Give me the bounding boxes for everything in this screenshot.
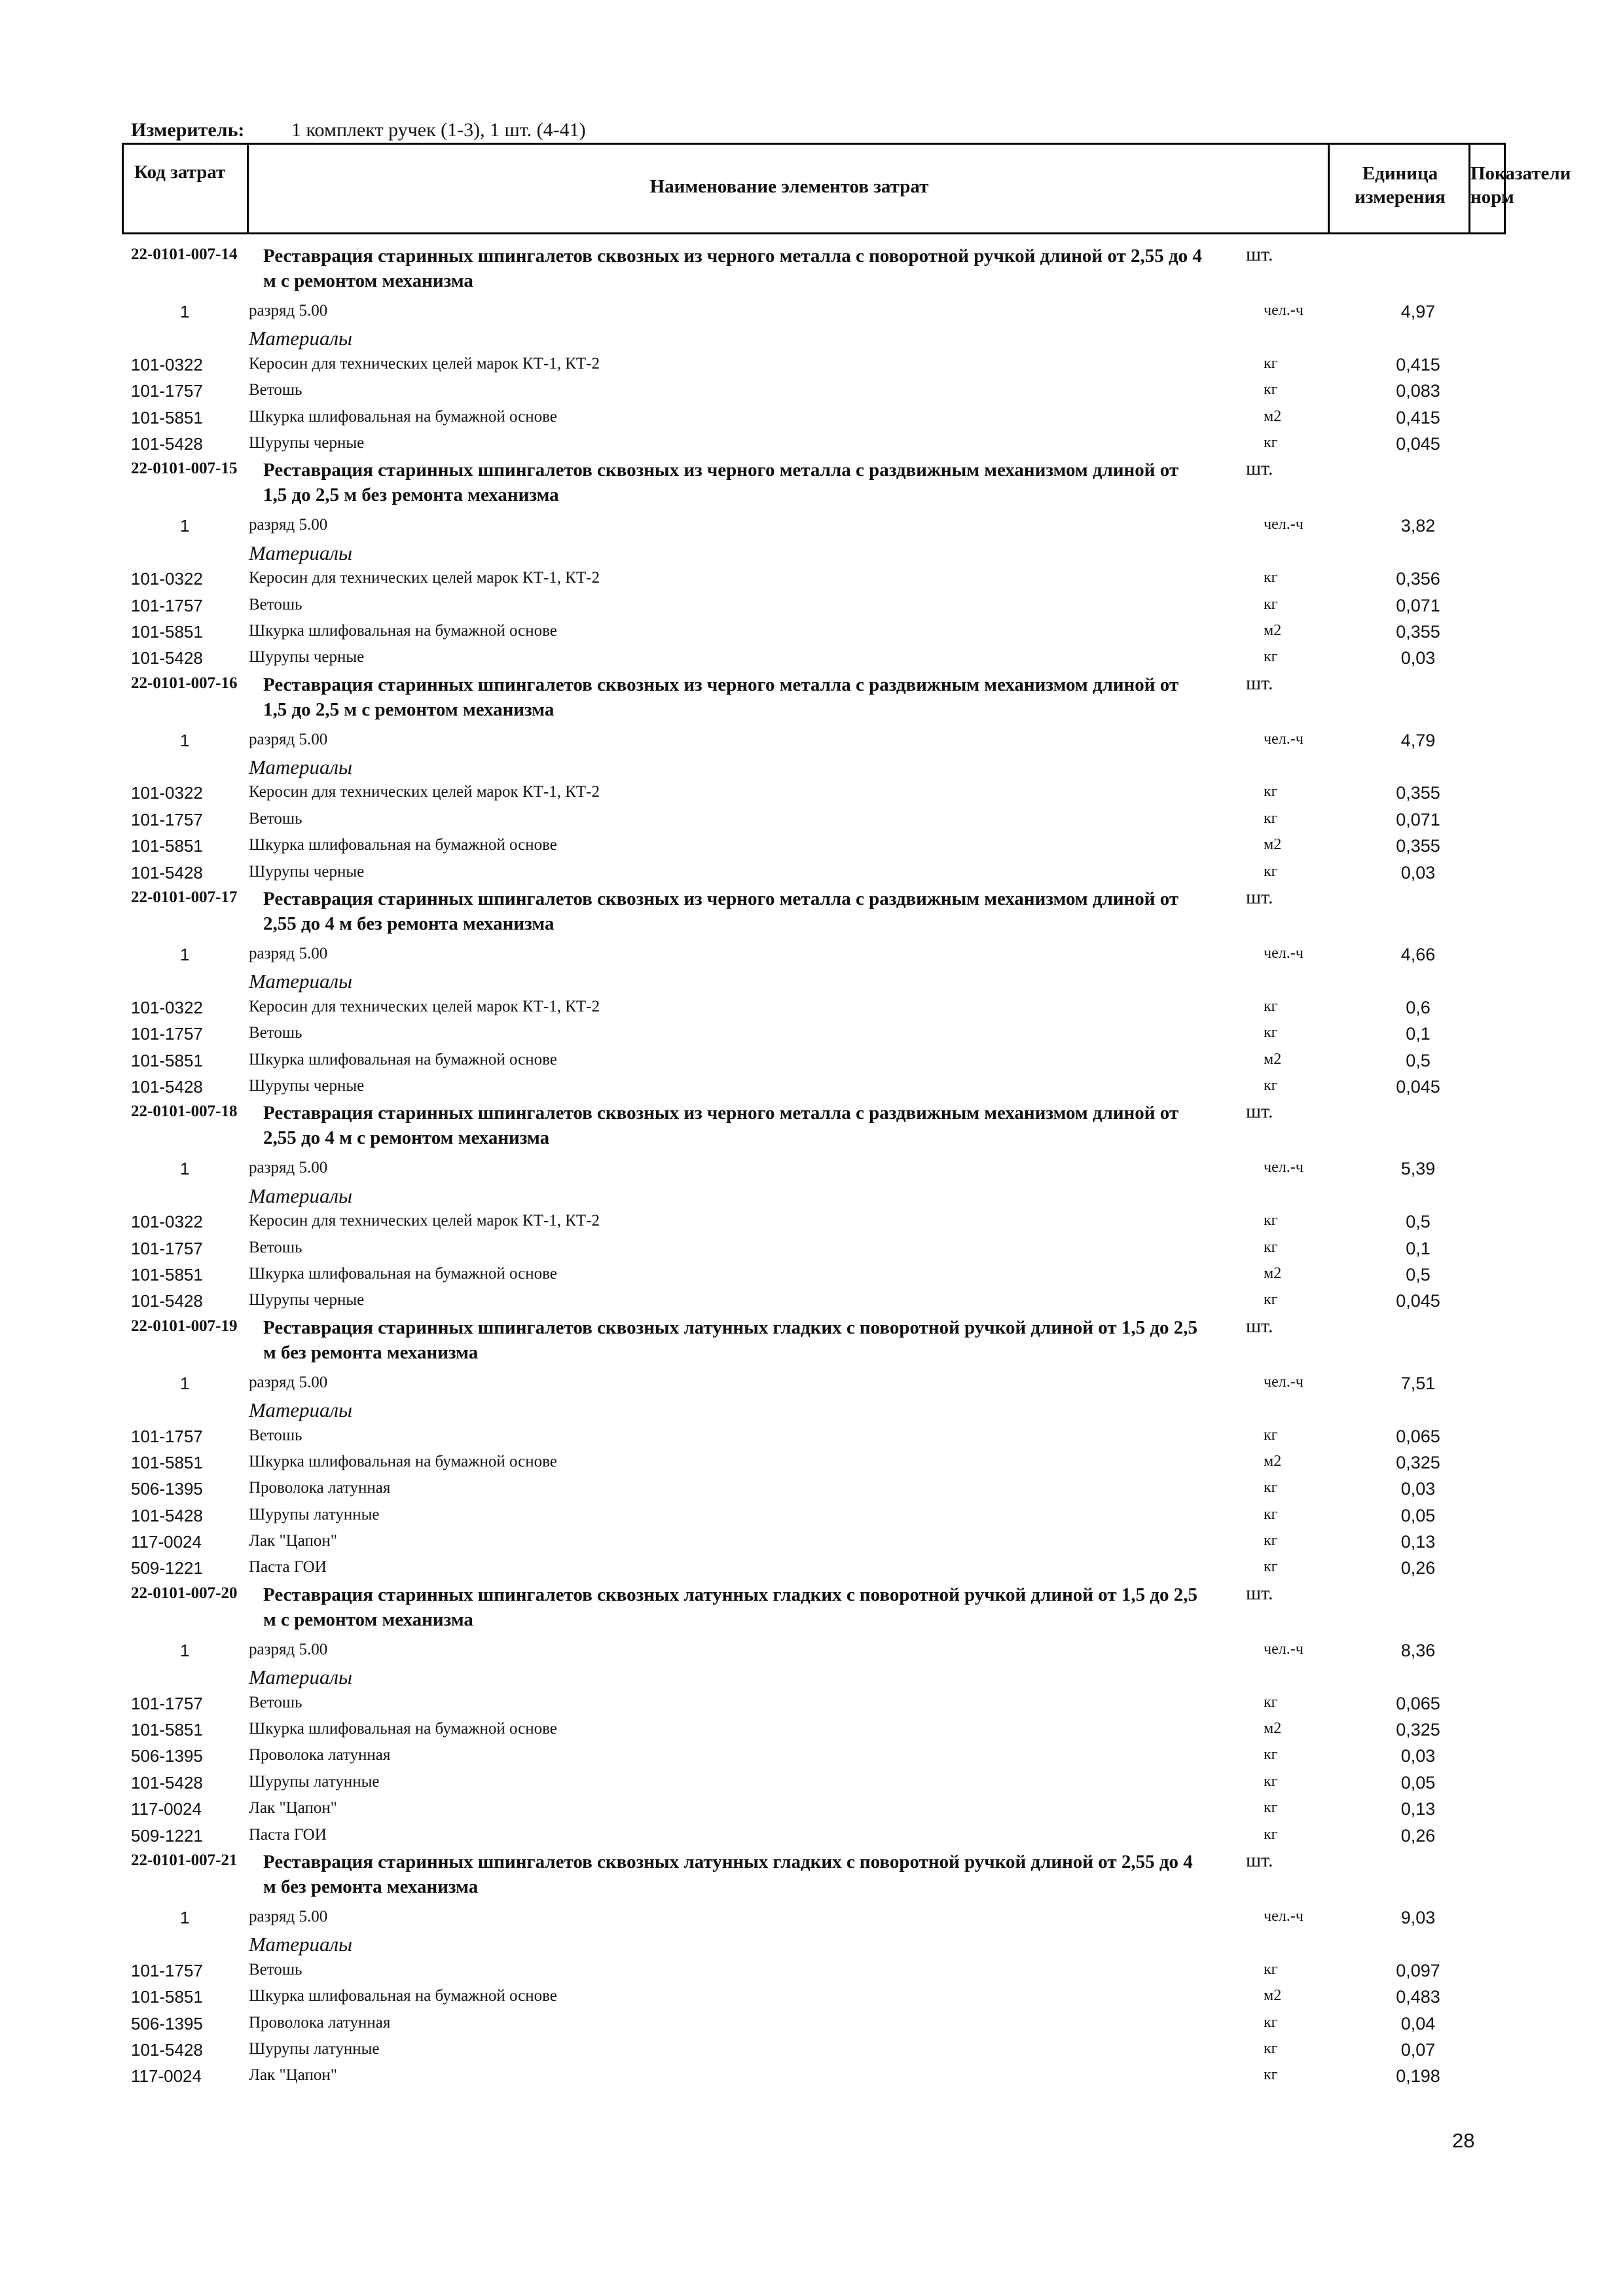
rank-unit: чел.-ч: [1264, 516, 1304, 534]
material-row: [0, 431, 1623, 458]
material-row: [0, 378, 1623, 405]
material-value: 0,325: [1396, 1720, 1440, 1740]
material-unit: кг: [1264, 1505, 1278, 1523]
material-value: 0,355: [1396, 621, 1440, 642]
material-row: [0, 1717, 1623, 1743]
material-name: Керосин для технических целей марок КТ-1, КТ-2: [249, 1212, 600, 1230]
material-code: 101-5851: [131, 1264, 203, 1285]
rank-label: разряд 5.00: [249, 1159, 328, 1177]
header-unit-line1: Единица: [1362, 163, 1438, 184]
header-norm-line1: Показатели: [1470, 163, 1571, 184]
materials-heading: Материалы: [249, 970, 353, 993]
material-row: [0, 1556, 1623, 1582]
material-unit: кг: [1264, 595, 1278, 613]
material-value: 0,6: [1406, 997, 1431, 1017]
section-title: Реставрация старинных шпингалетов сквозных из черного металла с раздвижным механизмом длиной от 2,55 до 4 м без ремонта механизма: [263, 888, 1179, 935]
measure-value: 1 комплект ручек (1-3), 1 шт. (4-41): [291, 119, 586, 141]
section-unit: шт.: [1246, 886, 1273, 909]
rank-row: [0, 728, 1623, 754]
material-unit: кг: [1264, 862, 1278, 880]
material-row: [0, 1288, 1623, 1315]
material-row: [0, 1048, 1623, 1074]
material-value: 0,355: [1396, 783, 1440, 803]
material-name: Проволока латунная: [249, 1746, 391, 1764]
measure-line: [131, 119, 586, 141]
material-unit: кг: [1264, 809, 1278, 827]
rank-value: 3,82: [1400, 516, 1436, 536]
material-unit: м2: [1264, 1452, 1282, 1470]
material-value: 0,07: [1400, 2039, 1436, 2060]
material-code: 101-5428: [131, 2039, 203, 2060]
material-code: 101-5428: [131, 1772, 203, 1793]
material-code: 101-0322: [131, 569, 203, 589]
material-value: 0,26: [1400, 1825, 1436, 1846]
material-value: 0,083: [1396, 381, 1440, 401]
materials-heading: Материалы: [249, 1666, 353, 1689]
header-code: Код затрат: [134, 162, 226, 183]
material-code: 101-5851: [131, 407, 203, 428]
material-row: [0, 1958, 1623, 1984]
section-header: [0, 886, 1623, 942]
material-unit: кг: [1264, 648, 1278, 666]
material-code: 117-0024: [131, 1532, 202, 1552]
section-title: Реставрация старинных шпингалетов сквозных латунных гладких с поворотной ручкой длиной от 1,5 до 2,5 м без ремонта механизма: [263, 1317, 1198, 1363]
materials-heading-row: [0, 754, 1623, 780]
material-code: 506-1395: [131, 1479, 203, 1499]
material-row: [0, 1529, 1623, 1556]
material-unit: кг: [1264, 1212, 1278, 1230]
material-row: [0, 619, 1623, 646]
material-name: Шурупы латунные: [249, 2039, 380, 2058]
rank-label: разряд 5.00: [249, 1373, 328, 1391]
rank-unit: чел.-ч: [1264, 1907, 1304, 1925]
material-row: [0, 1770, 1623, 1796]
material-name: Проволока латунная: [249, 1479, 391, 1497]
material-code: 509-1221: [131, 1825, 203, 1846]
rank-number: 1: [180, 945, 190, 965]
material-name: Лак "Цапон": [249, 2066, 337, 2085]
section-code: 22-0101-007-15: [131, 460, 238, 478]
section-unit: шт.: [1246, 1582, 1273, 1604]
material-code: 101-0322: [131, 783, 203, 803]
section-title: Реставрация старинных шпингалетов сквозных из черного металла с раздвижным механизмом длиной от 1,5 до 2,5 м с ремонтом механизма: [263, 674, 1179, 720]
materials-heading-row: [0, 1397, 1623, 1423]
material-value: 0,13: [1400, 1799, 1436, 1819]
materials-heading: Материалы: [249, 1398, 353, 1422]
material-name: Шурупы черные: [249, 1076, 365, 1095]
section-header: [0, 1101, 1623, 1156]
section-code: 22-0101-007-16: [131, 674, 238, 692]
material-unit: кг: [1264, 1772, 1278, 1790]
material-unit: кг: [1264, 1238, 1278, 1256]
material-value: 0,065: [1396, 1693, 1440, 1713]
material-unit: кг: [1264, 1746, 1278, 1764]
rank-value: 4,97: [1400, 302, 1436, 321]
material-unit: кг: [1264, 1426, 1278, 1444]
material-unit: кг: [1264, 1799, 1278, 1817]
section-title: Реставрация старинных шпингалетов сквозных латунных гладких с поворотной ручкой длиной от 2,55 до 4 м без ремонта механизма: [263, 1851, 1193, 1897]
section-header: [0, 458, 1623, 513]
rank-number: 1: [180, 1159, 190, 1179]
rank-row: [0, 513, 1623, 539]
rank-number: 1: [180, 1640, 190, 1660]
rank-label: разряд 5.00: [249, 302, 328, 319]
material-value: 0,5: [1406, 1264, 1431, 1285]
material-unit: м2: [1264, 1720, 1282, 1738]
material-unit: кг: [1264, 569, 1278, 587]
material-unit: кг: [1264, 354, 1278, 372]
section-header: [0, 244, 1623, 299]
material-code: 101-0322: [131, 997, 203, 1017]
material-unit: кг: [1264, 1558, 1278, 1576]
material-value: 0,05: [1400, 1505, 1436, 1525]
material-code: 101-1757: [131, 595, 203, 615]
material-unit: м2: [1264, 1264, 1282, 1282]
material-code: 101-1757: [131, 1693, 203, 1713]
header-norm-cell: [1468, 145, 1571, 232]
material-value: 0,045: [1396, 1291, 1440, 1311]
materials-heading-row: [0, 1183, 1623, 1209]
material-name: Шкурка шлифовальная на бумажной основе: [249, 1452, 557, 1470]
materials-heading-row: [0, 325, 1623, 352]
material-name: Шурупы черные: [249, 648, 365, 666]
material-value: 0,04: [1400, 2013, 1436, 2033]
material-code: 101-5428: [131, 433, 203, 454]
material-value: 0,26: [1400, 1558, 1436, 1578]
material-row: [0, 1021, 1623, 1048]
material-code: 101-5851: [131, 1720, 203, 1740]
material-row: [0, 2064, 1623, 2090]
material-unit: кг: [1264, 1960, 1278, 1978]
material-value: 0,03: [1400, 1746, 1436, 1766]
material-value: 0,415: [1396, 407, 1440, 428]
rank-row: [0, 942, 1623, 968]
material-row: [0, 593, 1623, 619]
material-name: Шурупы латунные: [249, 1505, 380, 1523]
material-value: 0,483: [1396, 1987, 1440, 2007]
materials-heading: Материалы: [249, 1184, 353, 1207]
rank-number: 1: [180, 302, 190, 321]
material-name: Проволока латунная: [249, 2013, 391, 2032]
material-unit: кг: [1264, 1076, 1278, 1094]
material-code: 101-1757: [131, 809, 203, 829]
material-row: [0, 1450, 1623, 1476]
materials-heading: Материалы: [249, 756, 353, 779]
material-code: 101-5851: [131, 836, 203, 856]
rank-label: разряд 5.00: [249, 516, 328, 534]
material-value: 0,415: [1396, 354, 1440, 374]
header-name: Наименование элементов затрат: [649, 176, 929, 197]
materials-heading: Материалы: [249, 1933, 353, 1956]
section-unit: шт.: [1246, 1101, 1273, 1123]
material-unit: м2: [1264, 1987, 1282, 2005]
table-header: [122, 143, 1571, 234]
material-name: Ветошь: [249, 1426, 302, 1444]
header-code-cell: [124, 145, 247, 232]
material-unit: кг: [1264, 783, 1278, 801]
material-value: 0,05: [1400, 1772, 1436, 1793]
material-name: Шкурка шлифовальная на бумажной основе: [249, 1050, 557, 1068]
section-header: [0, 1315, 1623, 1371]
material-row: [0, 1691, 1623, 1717]
material-name: Ветошь: [249, 1238, 302, 1256]
material-name: Шурупы черные: [249, 862, 365, 881]
rank-label: разряд 5.00: [249, 1640, 328, 1658]
rank-label: разряд 5.00: [249, 945, 328, 963]
material-value: 0,071: [1396, 595, 1440, 615]
material-unit: кг: [1264, 1291, 1278, 1309]
material-value: 0,1: [1406, 1238, 1431, 1258]
material-row: [0, 1823, 1623, 1850]
section-unit: шт.: [1246, 244, 1273, 265]
material-code: 101-5428: [131, 1291, 203, 1311]
material-code: 101-1757: [131, 1960, 203, 1980]
materials-heading-row: [0, 540, 1623, 566]
rank-label: разряд 5.00: [249, 1907, 328, 1925]
section-unit: шт.: [1246, 1315, 1273, 1337]
material-code: 101-0322: [131, 1212, 203, 1232]
material-code: 101-1757: [131, 1024, 203, 1044]
material-code: 101-1757: [131, 381, 203, 401]
material-row: [0, 646, 1623, 672]
material-row: [0, 995, 1623, 1021]
material-code: 509-1221: [131, 1558, 203, 1578]
section-code: 22-0101-007-20: [131, 1584, 238, 1602]
rank-row: [0, 1638, 1623, 1664]
material-unit: м2: [1264, 621, 1282, 639]
rank-number: 1: [180, 516, 190, 536]
material-unit: кг: [1264, 2066, 1278, 2084]
material-row: [0, 833, 1623, 860]
material-value: 0,356: [1396, 569, 1440, 589]
material-row: [0, 2037, 1623, 2064]
material-value: 0,5: [1406, 1212, 1431, 1232]
material-code: 101-5428: [131, 648, 203, 668]
material-unit: кг: [1264, 1532, 1278, 1550]
material-unit: кг: [1264, 381, 1278, 399]
material-row: [0, 1476, 1623, 1503]
material-name: Ветошь: [249, 809, 302, 828]
rank-unit: чел.-ч: [1264, 1640, 1304, 1658]
material-unit: кг: [1264, 1479, 1278, 1497]
rank-value: 5,39: [1400, 1159, 1436, 1179]
material-unit: м2: [1264, 1050, 1282, 1068]
rank-number: 1: [180, 730, 190, 750]
material-value: 0,198: [1396, 2066, 1440, 2086]
material-unit: кг: [1264, 2039, 1278, 2057]
material-name: Шкурка шлифовальная на бумажной основе: [249, 1987, 557, 2005]
material-name: Керосин для технических целей марок КТ-1, КТ-2: [249, 354, 600, 373]
material-code: 506-1395: [131, 1746, 203, 1766]
table-body: [0, 244, 1623, 2090]
material-value: 0,045: [1396, 1076, 1440, 1097]
rank-unit: чел.-ч: [1264, 945, 1304, 962]
material-row: [0, 352, 1623, 378]
material-unit: кг: [1264, 1825, 1278, 1843]
section-title: Реставрация старинных шпингалетов сквозных из черного металла с раздвижным механизмом длиной от 2,55 до 4 м с ремонтом механизма: [263, 1102, 1179, 1149]
material-name: Шурупы черные: [249, 1291, 365, 1309]
rank-unit: чел.-ч: [1264, 1373, 1304, 1391]
materials-heading-row: [0, 1931, 1623, 1958]
material-value: 0,13: [1400, 1532, 1436, 1552]
rank-number: 1: [180, 1373, 190, 1393]
material-row: [0, 780, 1623, 807]
section-code: 22-0101-007-14: [131, 246, 238, 263]
material-value: 0,045: [1396, 433, 1440, 454]
material-name: Керосин для технических целей марок КТ-1, КТ-2: [249, 997, 600, 1015]
material-row: [0, 807, 1623, 833]
material-row: [0, 1262, 1623, 1288]
rank-row: [0, 1371, 1623, 1397]
section-unit: шт.: [1246, 1849, 1273, 1871]
rank-row: [0, 1156, 1623, 1182]
material-name: Паста ГОИ: [249, 1825, 327, 1844]
material-unit: м2: [1264, 836, 1282, 854]
material-unit: кг: [1264, 433, 1278, 451]
material-name: Ветошь: [249, 595, 302, 613]
material-value: 0,03: [1400, 1479, 1436, 1499]
rank-number: 1: [180, 1907, 190, 1927]
material-name: Шурупы латунные: [249, 1772, 380, 1791]
materials-heading: Материалы: [249, 541, 353, 564]
material-row: [0, 405, 1623, 431]
material-code: 101-5428: [131, 1505, 203, 1525]
material-name: Шкурка шлифовальная на бумажной основе: [249, 407, 557, 426]
rank-unit: чел.-ч: [1264, 730, 1304, 748]
material-row: [0, 2011, 1623, 2037]
material-unit: кг: [1264, 1024, 1278, 1042]
material-row: [0, 1743, 1623, 1770]
material-unit: кг: [1264, 997, 1278, 1015]
material-code: 101-5851: [131, 1050, 203, 1070]
rank-row: [0, 299, 1623, 325]
material-row: [0, 1796, 1623, 1823]
section-code: 22-0101-007-17: [131, 888, 238, 907]
section-code: 22-0101-007-19: [131, 1317, 238, 1335]
material-name: Ветошь: [249, 381, 302, 399]
material-name: Ветошь: [249, 1960, 302, 1978]
material-row: [0, 1503, 1623, 1529]
material-code: 101-5428: [131, 1076, 203, 1097]
section-unit: шт.: [1246, 458, 1273, 480]
section-header: [0, 672, 1623, 728]
material-name: Шкурка шлифовальная на бумажной основе: [249, 621, 557, 640]
material-code: 117-0024: [131, 2066, 202, 2086]
material-row: [0, 1074, 1623, 1101]
section-code: 22-0101-007-18: [131, 1102, 238, 1121]
section-title: Реставрация старинных шпингалетов сквозных латунных гладких с поворотной ручкой длиной от 1,5 до 2,5 м с ремонтом механизма: [263, 1584, 1198, 1630]
rank-row: [0, 1905, 1623, 1931]
section-code: 22-0101-007-21: [131, 1851, 238, 1869]
materials-heading: Материалы: [249, 327, 353, 350]
material-value: 0,03: [1400, 648, 1436, 668]
rank-unit: чел.-ч: [1264, 1159, 1304, 1176]
material-value: 0,1: [1406, 1024, 1431, 1044]
material-row: [0, 1424, 1623, 1450]
measure-label: Измеритель:: [131, 119, 245, 141]
material-value: 0,03: [1400, 862, 1436, 883]
material-name: Шкурка шлифовальная на бумажной основе: [249, 1720, 557, 1738]
material-row: [0, 860, 1623, 886]
material-name: Ветошь: [249, 1693, 302, 1711]
material-value: 0,065: [1396, 1426, 1440, 1446]
material-code: 101-5851: [131, 1452, 203, 1472]
header-name-cell: [247, 145, 1330, 232]
rank-value: 4,66: [1400, 945, 1436, 965]
material-name: Лак "Цапон": [249, 1532, 337, 1550]
rank-value: 9,03: [1400, 1907, 1436, 1927]
section-title: Реставрация старинных шпингалетов сквозных из черного металла с поворотной ручкой длиной от 2,55 до 4 м с ремонтом механизма: [263, 246, 1202, 291]
material-unit: м2: [1264, 407, 1282, 425]
section-unit: шт.: [1246, 672, 1273, 694]
materials-heading-row: [0, 1664, 1623, 1690]
material-value: 0,071: [1396, 809, 1440, 829]
material-code: 101-0322: [131, 354, 203, 374]
material-code: 506-1395: [131, 2013, 203, 2033]
material-name: Шурупы черные: [249, 433, 365, 452]
material-name: Шкурка шлифовальная на бумажной основе: [249, 836, 557, 854]
section-title: Реставрация старинных шпингалетов сквозных из черного металла с раздвижным механизмом длиной от 1,5 до 2,5 м без ремонта механизма: [263, 460, 1179, 506]
material-code: 101-5428: [131, 862, 203, 883]
rank-value: 8,36: [1400, 1640, 1436, 1660]
material-row: [0, 566, 1623, 592]
material-name: Керосин для технических целей марок КТ-1, КТ-2: [249, 783, 600, 801]
section-header: [0, 1850, 1623, 1905]
material-name: Паста ГОИ: [249, 1558, 327, 1576]
materials-heading-row: [0, 968, 1623, 994]
header-unit-line2: измерения: [1355, 187, 1446, 208]
material-row: [0, 1209, 1623, 1235]
material-row: [0, 1236, 1623, 1262]
material-value: 0,325: [1396, 1452, 1440, 1472]
material-value: 0,5: [1406, 1050, 1431, 1070]
rank-unit: чел.-ч: [1264, 302, 1304, 319]
header-unit-cell: [1328, 145, 1470, 232]
rank-value: 7,51: [1400, 1373, 1436, 1393]
material-name: Ветошь: [249, 1024, 302, 1042]
material-code: 101-1757: [131, 1238, 203, 1258]
page-number: 28: [1452, 2129, 1475, 2152]
material-value: 0,355: [1396, 836, 1440, 856]
rank-label: разряд 5.00: [249, 730, 328, 748]
material-unit: кг: [1264, 1693, 1278, 1711]
material-row: [0, 1984, 1623, 2011]
material-code: 101-5851: [131, 1987, 203, 2007]
material-code: 101-5851: [131, 621, 203, 642]
material-unit: кг: [1264, 2013, 1278, 2031]
material-code: 117-0024: [131, 1799, 202, 1819]
header-norm-line2: норм: [1470, 187, 1514, 208]
section-header: [0, 1582, 1623, 1638]
material-name: Шкурка шлифовальная на бумажной основе: [249, 1264, 557, 1283]
material-name: Лак "Цапон": [249, 1799, 337, 1817]
rank-value: 4,79: [1400, 730, 1436, 750]
material-code: 101-1757: [131, 1426, 203, 1446]
material-value: 0,097: [1396, 1960, 1440, 1980]
material-name: Керосин для технических целей марок КТ-1, КТ-2: [249, 569, 600, 587]
